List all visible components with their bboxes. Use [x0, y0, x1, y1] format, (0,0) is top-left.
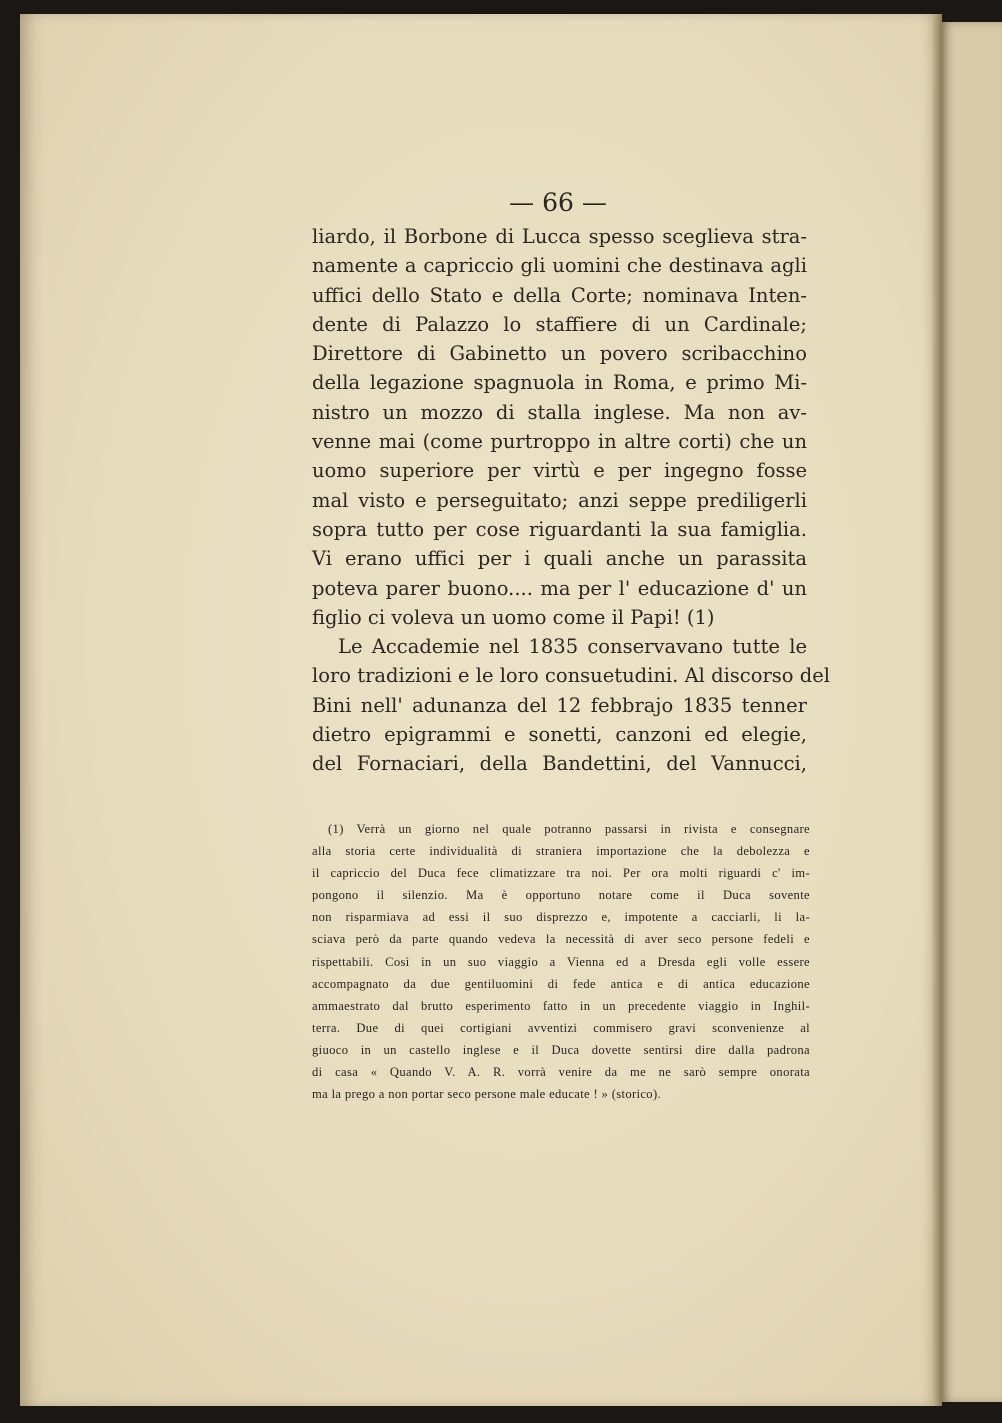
- body-line: uomo superiore per virtù e per ingegno fosse: [312, 459, 807, 483]
- body-line: della legazione spagnuola in Roma, e primo Mi-: [312, 371, 807, 395]
- body-line: dente di Palazzo lo staffiere di un Cardinale;: [312, 312, 807, 336]
- footnote-line: il capriccio del Duca fece climatizzare tra noi. Per ora molti riguardi c' im-: [312, 866, 810, 881]
- body-line: del Fornaciari, della Bandettini, del Vannucci,: [312, 752, 807, 776]
- body-line: venne mai (come purtroppo in altre corti) che un: [312, 430, 807, 454]
- body-line: Le Accademie nel 1835 conservavano tutte le: [338, 635, 807, 659]
- body-text: [312, 222, 830, 779]
- body-line: Bini nell' adunanza del 12 febbrajo 1835 tenner: [312, 693, 807, 717]
- body-line: dietro epigrammi e sonetti, canzoni ed elegie,: [312, 723, 807, 747]
- body-line: loro tradizioni e le loro consuetudini. Al discorso del: [312, 664, 830, 688]
- body-line: nistro un mozzo di stalla inglese. Ma non av-: [312, 400, 807, 424]
- footnote-line: alla storia certe individualità di straniera importazione che la debolezza e: [312, 844, 810, 859]
- adjacent-page-strip: [942, 22, 1002, 1402]
- footnote: [312, 818, 810, 1105]
- footnote-line: di casa « Quando V. A. R. vorrà venire da me ne sarò sempre onorata: [312, 1065, 810, 1080]
- footnote-line: ma la prego a non portar seco persone male educate ! » (storico).: [312, 1087, 662, 1102]
- footnote-line: (1) Verrà un giorno nel quale potranno passarsi in rivista e consegnare: [328, 822, 810, 836]
- footnote-line: sciava però da parte quando vedeva la necessità di aver seco persone fedeli e: [312, 932, 810, 947]
- page-number: — 66 —: [509, 188, 607, 217]
- body-line: poteva parer buono.... ma per l' educazione d' un: [312, 576, 807, 600]
- footnote-line: pongono il silenzio. Ma è opportuno notare come il Duca sovente: [312, 888, 810, 903]
- page-edge: [932, 14, 942, 1406]
- footnote-line: non risparmiava ad essi il suo disprezzo e, impotente a cacciarli, li la-: [312, 910, 810, 925]
- footnote-line: rispettabili. Così in un suo viaggio a Vienna ed a Dresda egli volle essere: [312, 954, 810, 969]
- body-line: uffici dello Stato e della Corte; nominava Inten-: [312, 283, 807, 307]
- body-line: sopra tutto per cose riguardanti la sua famiglia.: [312, 517, 807, 541]
- footnote-line: ammaestrato dal brutto esperimento fatto in un precedente viaggio in Inghil-: [312, 998, 810, 1013]
- footnote-line: terra. Due di quei cortigiani avventizi commisero gravi sconvenienze al: [312, 1020, 810, 1035]
- body-line: mal visto e perseguitato; anzi seppe prediligerli: [312, 488, 807, 512]
- body-line: namente a capriccio gli uomini che destinava agli: [312, 254, 807, 278]
- body-line: liardo, il Borbone di Lucca spesso sceglieva stra-: [312, 225, 807, 248]
- body-line: figlio ci voleva un uomo come il Papi! (1): [312, 605, 715, 629]
- footnote-line: giuoco in un castello inglese e il Duca dovette sentirsi dire dalla padrona: [312, 1042, 810, 1057]
- body-line: Vi erano uffici per i quali anche un parassita: [312, 547, 807, 571]
- body-line: Direttore di Gabinetto un povero scribacchino: [312, 342, 807, 366]
- footnote-line: accompagnato da due gentiluomini di fede antica e di antica educazione: [312, 976, 810, 991]
